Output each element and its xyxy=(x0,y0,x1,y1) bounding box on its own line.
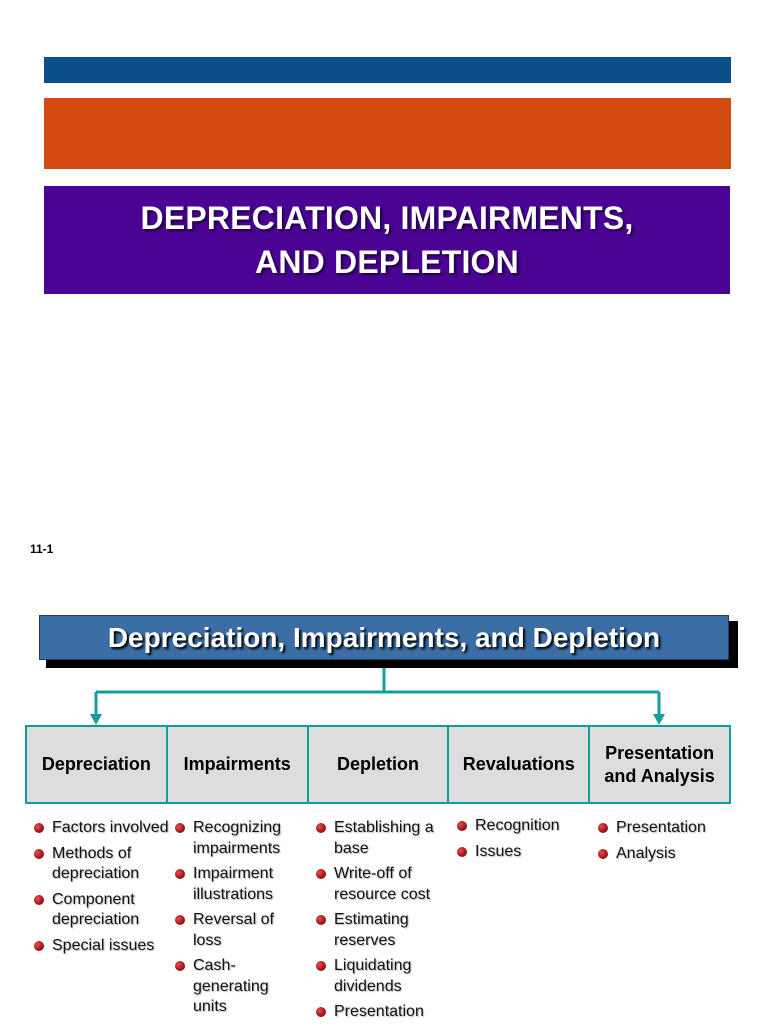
slide-title-line-1: DEPRECIATION, IMPAIRMENTS, xyxy=(140,200,634,236)
diagram-banner-text: Depreciation, Impairments, and Depletion xyxy=(107,621,661,653)
revaluations-list xyxy=(454,816,589,867)
bullet-icon xyxy=(34,895,44,905)
list-item: Component depreciation xyxy=(31,890,171,931)
topic-revaluations: Revaluations xyxy=(449,727,590,802)
impairments-list xyxy=(172,818,302,1023)
bullet-icon xyxy=(598,823,608,833)
bullet-icon xyxy=(457,821,467,831)
bullet-icon xyxy=(34,849,44,859)
list-item: Recognizing impairments xyxy=(172,818,302,859)
list-item: Issues xyxy=(454,842,589,863)
presentation-analysis-list xyxy=(595,818,730,869)
bullet-icon xyxy=(175,915,185,925)
bullet-icon xyxy=(457,847,467,857)
bullet-icon xyxy=(316,869,326,879)
list-item: Methods of depreciation xyxy=(31,844,171,885)
bullet-icon xyxy=(598,849,608,859)
topic-row xyxy=(25,725,731,804)
list-item: Reversal of loss xyxy=(172,910,302,951)
connector-left-arrowhead xyxy=(90,714,102,725)
bullet-icon xyxy=(316,1007,326,1017)
bullet-icon xyxy=(316,961,326,971)
bullet-icon xyxy=(34,823,44,833)
connector-right-arrowhead xyxy=(653,714,665,725)
bullet-icon xyxy=(175,823,185,833)
list-item: Recognition xyxy=(454,816,589,837)
list-item: Liquidating dividends xyxy=(313,956,448,997)
list-item: Estimating reserves xyxy=(313,910,448,951)
list-item: Cash-generating units xyxy=(172,956,278,1018)
topic-presentation-analysis: Presentation and Analysis xyxy=(604,742,715,786)
list-item: Special issues xyxy=(31,936,171,957)
list-item: Establishing a base xyxy=(313,818,448,859)
depletion-list xyxy=(313,818,448,1028)
bullet-icon xyxy=(34,941,44,951)
bullet-icon xyxy=(316,823,326,833)
bullet-icon xyxy=(175,961,185,971)
topic-depreciation: Depreciation xyxy=(27,727,168,802)
list-item: Impairment illustrations xyxy=(172,864,302,905)
topic-impairments: Impairments xyxy=(168,727,309,802)
bullet-icon xyxy=(175,869,185,879)
list-item: Factors involved xyxy=(31,818,171,839)
list-item: Presentation xyxy=(313,1002,448,1023)
list-item: Presentation xyxy=(595,818,730,839)
slide-title-line-2: AND DEPLETION xyxy=(255,244,519,280)
topic-depletion: Depletion xyxy=(309,727,450,802)
list-item: Write-off of resource cost xyxy=(313,864,448,905)
page-number: 11-1 xyxy=(30,542,54,556)
bullet-icon xyxy=(316,915,326,925)
depreciation-list xyxy=(31,818,171,961)
list-item: Analysis xyxy=(595,844,730,865)
